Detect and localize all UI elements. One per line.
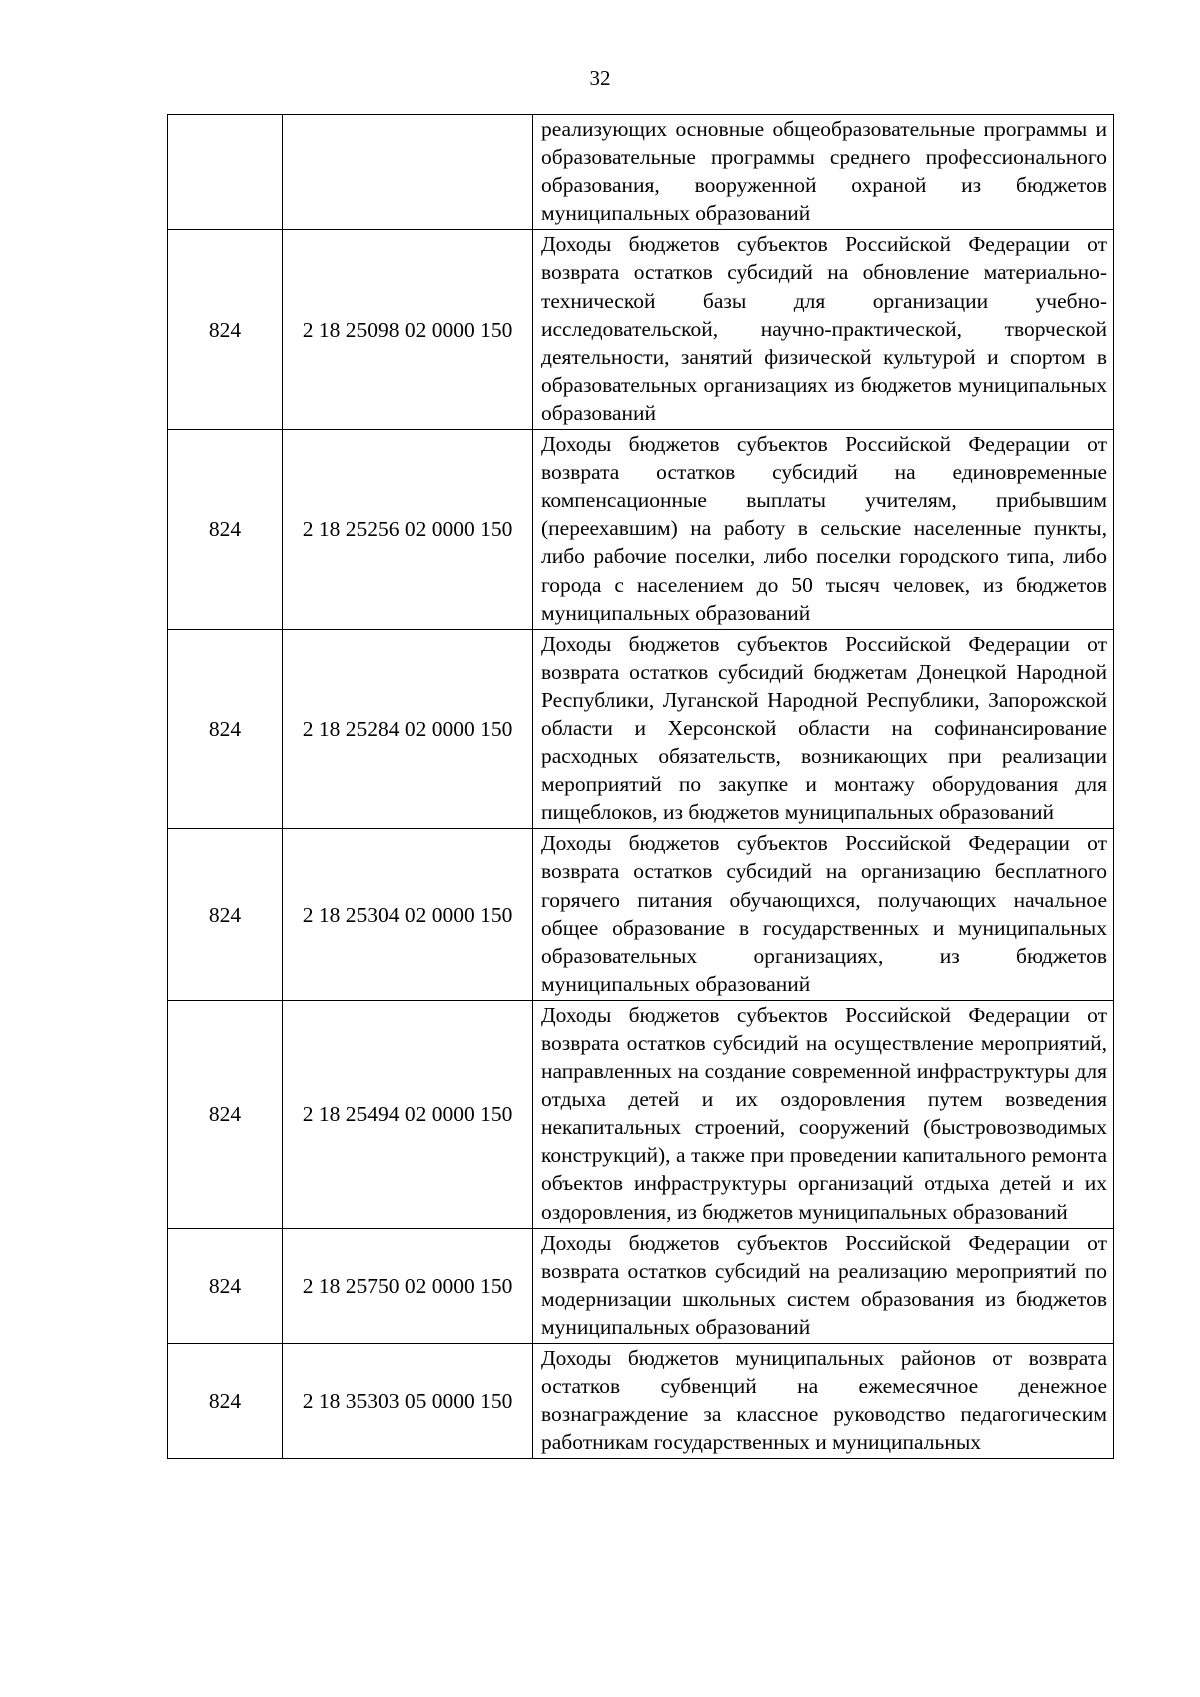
- description-cell: Доходы бюджетов субъектов Российской Федерации от возврата остатков субсидий на организацию бесплатного горячего питания обучающихся, получающих начальное общее образование в государственных и муниципальных образовательных организациях, из бюджетов муниципальных образований: [533, 829, 1114, 1001]
- admin-code-cell: [168, 115, 283, 230]
- budget-code-cell: 2 18 25098 02 0000 150: [283, 230, 533, 430]
- description-cell: реализующих основные общеобразовательные программы и образовательные программы среднего профессионального образования, вооруженной охраной из бюджетов муниципальных образований: [533, 115, 1114, 230]
- description-cell: Доходы бюджетов субъектов Российской Федерации от возврата остатков субсидий на реализацию мероприятий по модернизации школьных систем образования из бюджетов муниципальных образований: [533, 1228, 1114, 1343]
- budget-code-cell: 2 18 25750 02 0000 150: [283, 1228, 533, 1343]
- admin-code-cell: 824: [168, 1228, 283, 1343]
- table-row: [168, 430, 1114, 630]
- table-row: [168, 1000, 1114, 1228]
- admin-code-cell: 824: [168, 230, 283, 430]
- budget-code-cell: 2 18 25494 02 0000 150: [283, 1000, 533, 1228]
- admin-code-cell: 824: [168, 829, 283, 1001]
- table-row: [168, 629, 1114, 829]
- budget-code-cell: 2 18 25304 02 0000 150: [283, 829, 533, 1001]
- admin-code-cell: 824: [168, 1000, 283, 1228]
- admin-code-cell: 824: [168, 430, 283, 630]
- description-cell: Доходы бюджетов субъектов Российской Федерации от возврата остатков субсидий на обновление материально-технической базы для организации учебно-исследовательской, научно-практической, творческой деятельности, занятий физической культурой и спортом в образовательных организациях из бюджетов муниципальных образований: [533, 230, 1114, 430]
- table-row: [168, 115, 1114, 230]
- description-cell: Доходы бюджетов субъектов Российской Федерации от возврата остатков субсидий на единовременные компенсационные выплаты учителям, прибывшим (переехавшим) на работу в сельские населенные пункты, либо рабочие поселки, либо поселки городского типа, либо города с населением до 50 тысяч человек, из бюджетов муниципальных образований: [533, 430, 1114, 630]
- table-row: [168, 230, 1114, 430]
- budget-code-cell: [283, 115, 533, 230]
- budget-code-cell: 2 18 25284 02 0000 150: [283, 629, 533, 829]
- description-cell: Доходы бюджетов субъектов Российской Федерации от возврата остатков субсидий на осуществление мероприятий, направленных на создание современной инфраструктуры для отдыха детей и их оздоровления путем возведения некапитальных строений, сооружений (быстровозводимых конструкций), а также при проведении капитального ремонта объектов инфраструктуры организаций отдыха детей и их оздоровления, из бюджетов муниципальных образований: [533, 1000, 1114, 1228]
- table-row: [168, 1344, 1114, 1459]
- budget-code-cell: 2 18 35303 05 0000 150: [283, 1344, 533, 1459]
- revenue-classification-table: [167, 114, 1114, 1459]
- table-row: [168, 1228, 1114, 1343]
- budget-code-cell: 2 18 25256 02 0000 150: [283, 430, 533, 630]
- admin-code-cell: 824: [168, 1344, 283, 1459]
- page-number: 32: [589, 66, 611, 90]
- admin-code-cell: 824: [168, 629, 283, 829]
- description-cell: Доходы бюджетов субъектов Российской Федерации от возврата остатков субсидий бюджетам Донецкой Народной Республики, Луганской Народной Республики, Запорожской области и Херсонской области на софинансирование расходных обязательств, возникающих при реализации мероприятий по закупке и монтажу оборудования для пищеблоков, из бюджетов муниципальных образований: [533, 629, 1114, 829]
- description-cell: Доходы бюджетов муниципальных районов от возврата остатков субвенций на ежемесячное денежное вознаграждение за классное руководство педагогическим работникам государственных и муниципальных: [533, 1344, 1114, 1459]
- table-row: [168, 829, 1114, 1001]
